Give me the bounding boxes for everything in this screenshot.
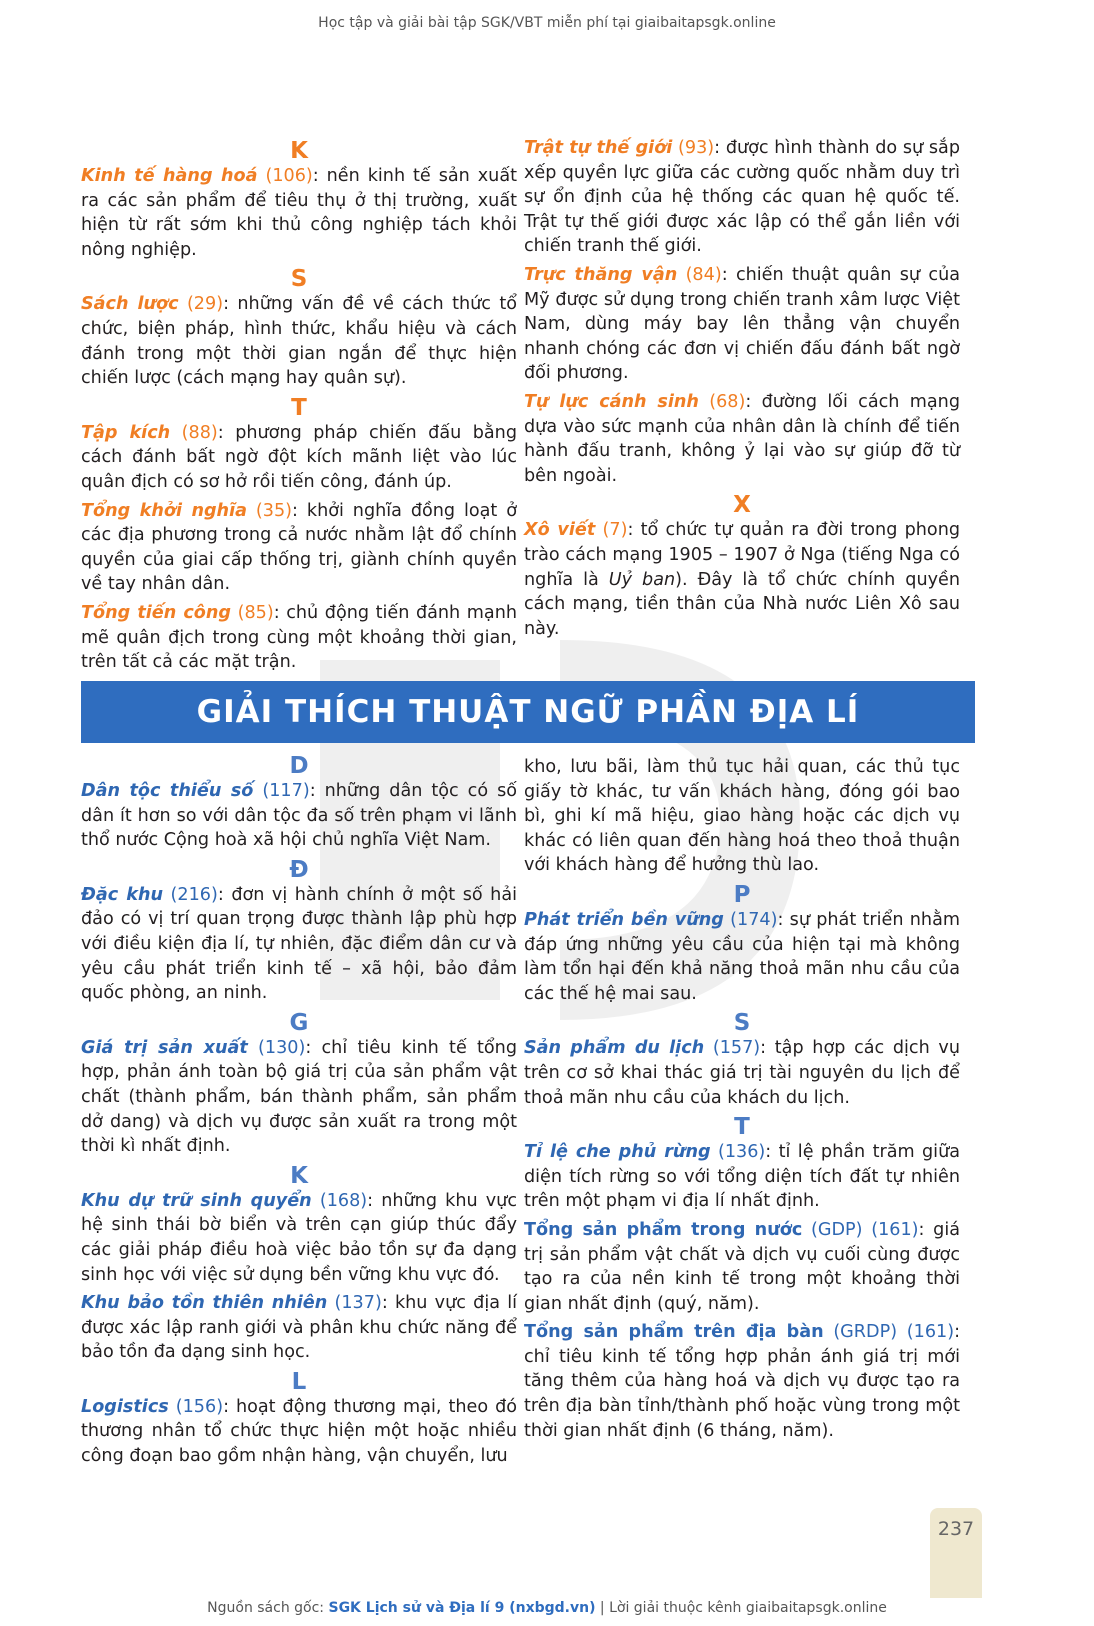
section-letter: S [290,266,308,293]
glossary-entry [81,1036,517,1159]
footer-note [0,1600,1094,1616]
definition-text: : tỉ lệ phần trăm giữa diện tích rừng so với tổng diện tích đất tự nhiên trên một phạm vi địa lí nhất định. [524,1142,960,1212]
glossary-term: Đặc khu [81,884,163,905]
definition-text: : chủ động tiến đánh mạnh mẽ quân địch trong cùng một khoảng thời gian, trên tất cả các mặt trận. [81,602,518,673]
glossary-entry [81,292,517,390]
glossary-term: Tổng sản phẩm trong nước [524,1219,803,1240]
definition-text: : phương pháp chiến đấu bằng cách đánh bất ngờ đột kích mãnh liệt vào lúc quân địch có sơ hở rồi tiến công, đánh úp. [81,422,517,492]
page-reference: (136) [717,1142,766,1163]
definition-text-cont: ). Đây là tổ chức chính quyền cách mạng, tiền thân của Nhà nước Liên Xô sau này. [524,569,960,639]
glossary-entry [524,263,960,386]
history-left-column [81,138,517,679]
footer-source-link[interactable]: SGK Lịch sử và Địa lí 9 (nxbgd.vn) [328,1600,596,1616]
page-reference: (35) [255,500,293,521]
page-reference: (168) [319,1190,368,1211]
definition-text: : được hình thành do sự sắp xếp quyền lực giữa các cường quốc nhằm duy trì sự ổn định của hệ thống các quan hệ quốc tế. Trật tự thế giới được xác lập có thể gắn liền với chiến tranh thế giới. [524,138,960,257]
section-letter: X [733,492,751,519]
glossary-term: Khu dự trữ sinh quyển [81,1190,312,1211]
glossary-entry [524,1218,960,1316]
glossary-entry [524,1036,960,1110]
glossary-term: Khu bảo tồn thiên nhiên [81,1293,328,1314]
glossary-entry [81,601,517,675]
section-letter: T [734,1114,750,1141]
glossary-term: Trực thăng vận [524,264,678,285]
footer-prefix: Nguồn sách gốc: [207,1600,329,1616]
section-letter: L [291,1368,307,1395]
glossary-entry [81,779,517,853]
glossary-term: Tự lực cánh sinh [524,391,699,412]
glossary-term: Tập kích [81,422,171,443]
glossary-entry [524,136,960,259]
page-reference: (93) [678,138,715,158]
page-reference: (85) [237,602,274,623]
page-reference: (117) [262,781,310,801]
page-reference: (68) [709,391,746,412]
definition-text: : những khu vực hệ sinh thái bờ biển và trên cạn giúp thúc đẩy các giải pháp điều hoà việc bảo tồn sự đa dạng sinh học với việc sử dụng bền vững khu vực đó. [81,1190,517,1285]
definition-text: : đơn vị hành chính ở một số hải đảo có vị trí quan trọng được thành lập phù hợp với điều kiện địa lí, tự nhiên, đặc điểm dân cư và yêu cầu phát triển kinh tế – xã hội, bảo đảm quốc phòng, an ninh. [81,884,517,1004]
glossary-term: Tổng khởi nghĩa [81,500,247,521]
glossary-entry [524,390,960,488]
geography-right-column [524,755,960,1447]
glossary-entry [81,1189,517,1287]
page-reference: (7) [602,520,628,541]
section-letter: Đ [289,856,309,883]
term-abbreviation: (GRDP) [833,1322,898,1343]
definition-text: : hoạt động thương mại, theo đó thương nhân tổ chức thực hiện một hoặc nhiều công đoạn bao gồm nhận hàng, vận chuyển, lưu [81,1396,518,1467]
glossary-entry [81,1291,517,1365]
section-letter: D [289,753,309,779]
section-letter: K [290,1162,308,1189]
page-reference: (216) [170,884,218,905]
section-letter: G [289,1009,309,1036]
section-letter: S [733,1010,751,1037]
definition-italic: Uỷ ban [608,569,676,590]
section-letter: T [291,394,307,421]
glossary-entry [81,499,517,597]
definition-text: : tập hợp các dịch vụ trên cơ sở khai thác giá trị tài nguyên du lịch để thoả mãn nhu cầu của khách du lịch. [524,1038,960,1108]
definition-text: : khởi nghĩa đồng loạt ở các địa phương trong cả nước nhằm lật đổ chính quyền của giai cấp thống trị, giành chính quyền về tay nhân dân. [81,500,518,595]
page-reference: (137) [334,1293,382,1314]
page-reference: (156) [175,1396,224,1417]
glossary-entry [81,883,517,1006]
page-reference: (157) [712,1038,761,1059]
section-letter: P [733,881,751,908]
glossary-entry [524,755,960,878]
glossary-entry [81,1395,517,1469]
glossary-term: Sản phẩm du lịch [524,1038,705,1059]
glossary-term: Tỉ lệ che phủ rừng [524,1142,711,1163]
glossary-term: Phát triển bền vững [524,909,724,930]
page-reference: (130) [258,1037,306,1058]
header-note: Học tập và giải bài tập SGK/VBT miễn phí tại giaibaitapsgk.online [318,15,776,31]
definition-text: : tổ chức tự quản ra đời trong phong trào cách mạng 1905 – 1907 ở Nga (tiếng Nga có nghĩa là [524,520,961,590]
glossary-entry [81,421,517,495]
page-reference: (29) [186,294,224,315]
glossary-term: Xô viết [524,520,596,541]
definition-text: : những vấn đề về cách thức tổ chức, biện pháp, hình thức, khẩu hiệu và cách đánh trong một thời gian ngắn để thực hiện chiến lược (cách mạng hay quân sự). [81,294,518,389]
glossary-term: Sách lược [81,294,179,315]
page-reference: (174) [730,909,778,930]
glossary-term: Logistics [81,1396,169,1417]
page-reference: (84) [685,264,722,285]
glossary-entry [524,1320,960,1443]
geography-left-column [81,753,517,1473]
history-right-column [524,136,960,645]
definition-text: : đường lối cách mạng dựa vào sức mạnh của nhân dân là chính để tiến hành đấu tranh, không ỷ lại vào sự giúp đỡ từ bên ngoài. [524,391,960,486]
definition-text: kho, lưu bãi, làm thủ tục hải quan, các thủ tục giấy tờ khác, tư vấn khách hàng, đóng gói bao bì, ghi kí mã hiệu, giao hàng hoặc các dịch vụ khác có liên quan đến hàng hoá theo thoả thuận với khách hàng để hưởng thù lao. [524,757,960,876]
glossary-term: Trật tự thế giới [524,138,673,158]
glossary-term: Tổng tiến công [81,602,231,623]
definition-text: : nền kinh tế sản xuất ra các sản phẩm để tiêu thụ ở thị trường, xuất hiện từ rất sớm khi thủ công nghiệp tách khỏi nông nghiệp. [81,166,517,260]
definition-text: : sự phát triển nhằm đáp ứng những yêu cầu của hiện tại mà không làm tổn hại đến khả năng thoả mãn nhu cầu của các thế hệ mai sau. [524,909,960,1004]
glossary-term: Tổng sản phẩm trên địa bàn [524,1322,824,1343]
page-reference: (106) [265,166,313,186]
section-letter: K [290,138,308,164]
glossary-term: Dân tộc thiểu số [81,781,254,801]
page-reference: (88) [181,422,218,443]
definition-text: : chỉ tiêu kinh tế tổng hợp phản ánh giá trị mới tăng thêm của hàng hoá và dịch vụ được tạo ra trên địa bàn tỉnh/thành phố hoặc vùng trong một thời gian nhất định (6 tháng, năm). [524,1322,961,1441]
definition-text: : khu vực địa lí được xác lập ranh giới và phân khu chức năng để bảo tồn đa dạng sinh học. [81,1293,517,1363]
page-number: 237 [937,1518,975,1540]
page-reference: (161) [871,1219,919,1240]
glossary-term: Giá trị sản xuất [81,1037,248,1058]
definition-text: : chiến thuật quân sự của Mỹ được sử dụng trong chiến tranh xâm lược Việt Nam, dùng máy bay lên thẳng vận chuyển nhanh chóng các đơn vị chiến đấu đánh bất ngờ đối phương. [524,264,960,384]
term-abbreviation: (GDP) [810,1219,863,1240]
glossary-entry [524,908,960,1006]
glossary-entry [524,518,960,641]
glossary-entry [524,1140,960,1214]
footer-suffix: | Lời giải thuộc kênh giaibaitapsgk.online [595,1600,887,1616]
page-reference: (161) [906,1322,955,1343]
definition-text: : những dân tộc có số dân ít hơn so với dân tộc đa số trên phạm vi lãnh thổ nước Cộng hoà xã hội chủ nghĩa Việt Nam. [81,781,518,851]
definition-text: : giá trị sản phẩm vật chất và dịch vụ cuối cùng được tạo ra của nền kinh tế trong một khoảng thời gian nhất định (quý, năm). [524,1219,961,1314]
geography-glossary-banner: GIẢI THÍCH THUẬT NGỮ PHẦN ĐỊA LÍ [81,681,975,743]
definition-text: : chỉ tiêu kinh tế tổng hợp, phản ánh toàn bộ giá trị của sản phẩm vật chất (thành phẩm, bán thành phẩm, sản phẩm dở dang) và dịch vụ được sản xuất ra trong một thời kì nhất định. [81,1037,517,1157]
glossary-entry [81,164,517,262]
glossary-term: Kinh tế hàng hoá [81,166,258,186]
